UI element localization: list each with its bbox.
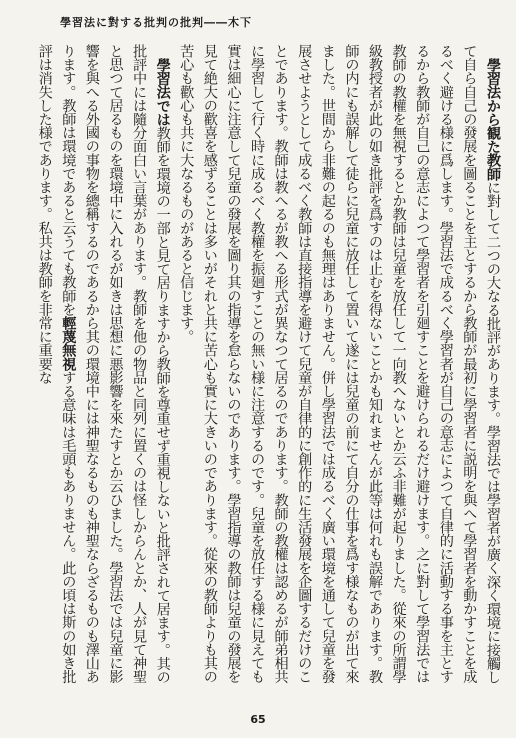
- body-text: [12, 44, 504, 694]
- running-header: 學習法に對する批判の批判――木下: [60, 16, 252, 29]
- page-number: 65: [250, 713, 266, 726]
- paragraph-2-body: 教師を環境の一部と見て居りますから教師を尊重せず重視しないと批評されて居ます。其の批評中には隨分面白い言葉があります。教師を他の物品と同列に置くのは怪しからんとか、人が見て神聖と思つて居るものを環境中に入れるが如きは思想に悪影響を來たすとか云ひました。學習法では兒童に影響を與へる外國の事物を總稱するのであるから其の環境中には神聖なるものも神聖ならざるものも澤山あります。教師は環境であると云うても教師を: [60, 44, 171, 684]
- paragraph-1-heading: 學習法から観た教師: [485, 58, 501, 181]
- paragraph-1-body: に對して二つの大なる批評があります。學習法では學習者が廣く深く環境に接觸して自ら自己の發展を圖ることを主とするから教師が最初に學習者に説明を與へて學習者を動かすことを成るべく避ける様に爲します。學習法で成るべく學習者が自己の意志によつて自律的に活動する事を主とするから教師が自己の意志によつて學習者を引廻すことを避けられるだけ避けます。之に對して學習法では教師の教權を無視するとか教師は兒童を放任して一向教へないとか云ふ非難が起りました。從來の所謂學級教授者が此の如き批評を爲すのは止むを得ないことかも知れませんが此等は何れも誤解であります。教師の内にも誤解して徒らに兒童に放任して置いて遂には兒童の前にて自分の仕事を爲す様なものが出て來ました。世間から非難の起るのも無理はありません。併し學習法では成るべく廣い環境を通して兒童を發展させようとして成るべく教師は直接指導を避けて兒童が自律的に創作的に生活發展を企圖するだけのことであります。教師は教へるが教へる形式が異なつて居るのであります。教師の教權は認めるが師弟相共に學習して行く時に成るべく教權を振廻すことの無い様に注意するのです。兒童を放任する様に見えても實は細心に注意して兒童の發展を圖り其の指導を怠らないのであります。學習指導の教師は兒童の發展を見て絶大の歡喜を感ずることは多いがそれと共に苦心も實に大きいのであります。從來の教師よりも其の苦心も歡心も共に大なるものがあると信じます。: [178, 44, 501, 684]
- paragraph-1: [174, 44, 504, 694]
- paragraph-2: [32, 44, 174, 694]
- paragraph-2-tail: する意味は毛頭もありません。此の頃は斯の如き批評は消失した様であります。私共は教師を非常に重要な: [36, 44, 77, 684]
- paragraph-2-heading: 學習法では: [154, 58, 171, 127]
- paragraph-2-emphasis: 輕蔑無視: [60, 316, 77, 371]
